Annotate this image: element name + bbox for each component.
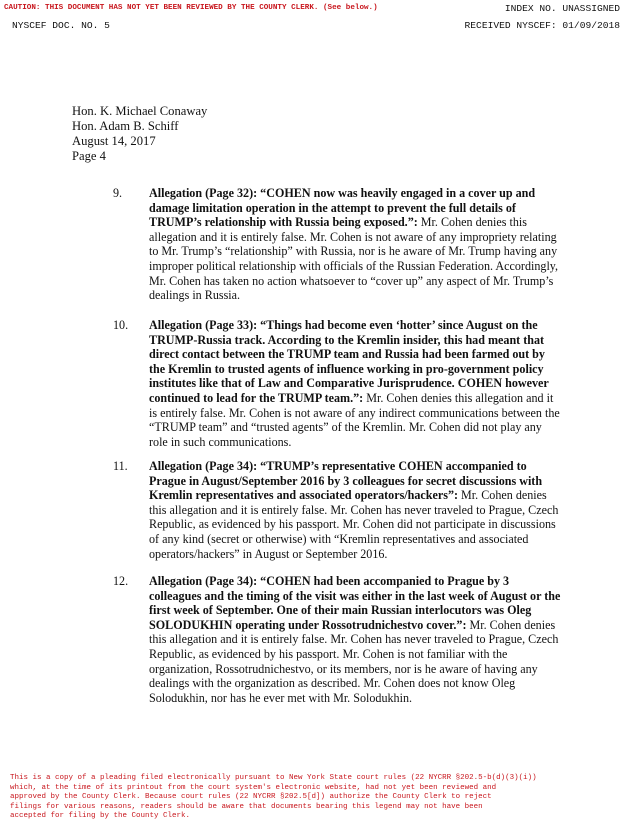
footer-line: This is a copy of a pleading filed electronically pursuant to New York State court rules (22 NYCRR §202.5-b(d)(3)(i)) [10, 774, 537, 782]
allegation-item [113, 574, 563, 705]
response-text: Mr. Cohen denies this allegation and it is entirely false. Mr. Cohen is not aware of any impropriety relating to Mr. Trump’s “relationship” with Russia, nor is he aware of Mr. Trump having any improper political relationship with officials of the Russian Federation. Accordingly, Mr. Cohen has taken no action whatsoever to “cover up” any aspect of Mr. Trump’s dealings in Russia. [149, 215, 559, 303]
allegation-text: Allegation (Page 34): “COHEN had been accompanied to Prague by 3 colleagues and the timing of the visit was either in the last week of August or the first week of September. One of their main Russian interlocutors was Oleg SOLODUKHIN operating under Rossotrudnichestvo cover.”: [149, 574, 561, 632]
index-number: INDEX NO. UNASSIGNED [504, 3, 620, 14]
page-number: Page 4 [72, 149, 106, 163]
allegation-text: Allegation (Page 33): “Things had become even ‘hotter’ since August on the TRUMP-Russia track. According to the Kremlin insider, this had meant that direct contact between the TRUMP team and Russia had been farmed out by the Kremlin to trusted agents of influence working in pro-government policy institutes like that of Law and Comparative Jurisprudence. COHEN however continued to lead for the TRUMP team.”: [149, 318, 549, 405]
item-body [149, 186, 563, 303]
allegation-item [113, 186, 563, 303]
item-body [149, 574, 563, 705]
address-block [72, 104, 207, 164]
footer-line: accepted for filing by the County Clerk. [10, 812, 191, 821]
doc-number: NYSCEF DOC. NO. 5 [12, 20, 110, 31]
received-date: RECEIVED NYSCEF: 01/09/2018 [464, 20, 620, 31]
addressee-1: Hon. K. Michael Conaway [72, 104, 208, 118]
item-number: 9. [113, 186, 123, 200]
allegation-text: Allegation (Page 34): “TRUMP’s representative COHEN accompanied to Prague in August/September 2016 by 3 colleagues for secret discussions with Kremlin representatives and associated operators/hackers”: [149, 459, 543, 503]
letter-date: August 14, 2017 [72, 134, 156, 148]
addressee-2: Hon. Adam B. Schiff [72, 119, 179, 133]
clerk-notice-footer [10, 774, 610, 822]
allegation-text: Allegation (Page 32): “COHEN now was heavily engaged in a cover up and damage limitation operation in the attempt to prevent the full details of TRUMP’s relationship with Russia being exposed.”: [149, 186, 536, 230]
allegation-item [113, 459, 563, 561]
item-number: 10. [113, 318, 129, 332]
footer-line: which, at the time of its printout from the court system's electronic website, had not yet been reviewed and [10, 783, 497, 792]
response-text: Mr. Cohen denies this allegation and it is entirely false. Mr. Cohen has never traveled to Prague, Czech Republic, as evidenced by his passport. Mr. Cohen did not participate in discussions of any kind (secret or otherwise) with “Kremlin representatives and associated operators/hackers” in August or September 2016. [149, 488, 559, 561]
footer-line: approved by the County Clerk. Because court rules (22 NYCRR §202.5[d]) authorize the County Clerk to reject [10, 793, 492, 802]
allegation-item [113, 318, 563, 449]
item-number: 11. [113, 459, 128, 473]
response-text: Mr. Cohen denies this allegation and it is entirely false. Mr. Cohen is not aware of any indirect communications between the “TRUMP team” and “trusted agents” of the Kremlin. Mr. Cohen did not play any role in such communications. [149, 390, 560, 449]
footer-line: filings for various reasons, readers should be aware that documents bearing this legend may not have been [10, 802, 483, 811]
response-text: Mr. Cohen denies this allegation and it is entirely false. Mr. Cohen has never traveled to Prague, Czech Republic, as evidenced by his passport. Mr. Cohen is not familiar with the organization, Rossotrudnichestvo, or its members, nor is he aware of having any dealings with the organization as described. Mr. Cohen does not know Oleg Solodukhin, nor has he ever met with Mr. Solodukhin. [149, 617, 559, 705]
item-body [149, 318, 563, 449]
item-body [149, 459, 563, 561]
item-number: 12. [113, 574, 129, 588]
caution-banner: CAUTION: THIS DOCUMENT HAS NOT YET BEEN REVIEWED BY THE COUNTY CLERK. (See below.) [4, 4, 378, 12]
